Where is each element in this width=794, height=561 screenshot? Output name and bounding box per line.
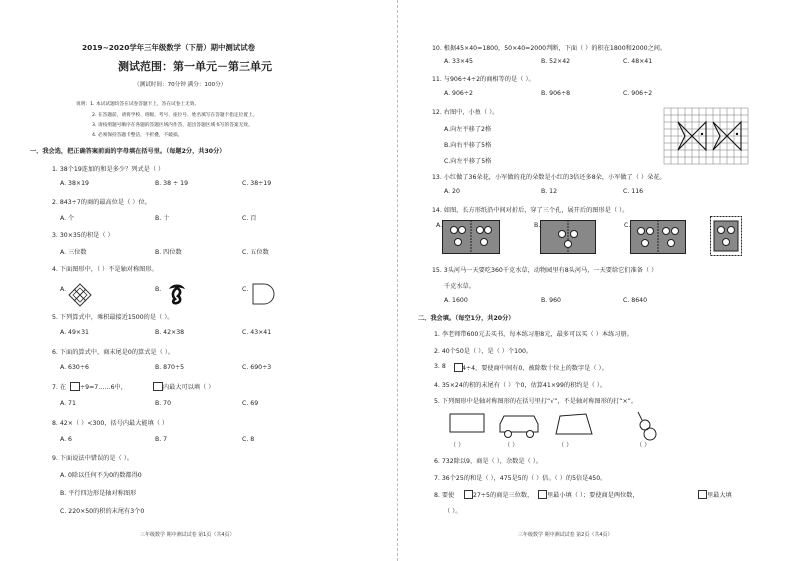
q6-text: 6. 下面的算式中，商末尾是0的算式是（ ）。: [52, 349, 175, 356]
q11-option-b[interactable]: B. 906÷8: [541, 90, 571, 97]
q4-option-b[interactable]: B.: [155, 286, 162, 293]
note-1: 说明：1. 本试试题均答在试卷答题卡上，答在试卷上无效。: [76, 102, 200, 107]
q12-option-c[interactable]: C.向左平移了5格: [444, 158, 492, 165]
q5-option-a[interactable]: A. 49×31: [60, 329, 89, 336]
fill-8-text-start: 8. 要使: [434, 492, 455, 499]
footer-page-2: 三年级数学 期中测试试卷 第2页（共4页）: [518, 532, 613, 538]
q1-option-c[interactable]: C. 38÷19: [242, 180, 272, 187]
q8-option-c[interactable]: C. 8: [242, 436, 255, 443]
q10-option-b[interactable]: B. 52×42: [541, 58, 571, 65]
car-icon: [500, 416, 538, 438]
q15-option-a[interactable]: A. 1600: [444, 297, 468, 304]
fill-8-text-last: （ ）。: [444, 508, 462, 515]
fill-1-text: 1. 李老师带600元去买书，每本练习册8元，最多可以买（ ）本练习册。: [434, 331, 633, 338]
q2-option-a[interactable]: A. 个: [60, 215, 75, 222]
paper-option-c-figure: [630, 220, 686, 254]
fill-8-blank-box-3: [698, 490, 707, 499]
fill-4-text: 4. 35×24的积的末尾有（ ）个0，估算41×99的积约是（ ）。: [434, 382, 607, 389]
q9-option-a[interactable]: A. 0除以任何不为0的数都得0: [60, 472, 142, 479]
q9-option-c[interactable]: C. 220×50的积的末尾有3个0: [60, 508, 145, 515]
paper-option-a-figure: [442, 220, 500, 254]
q13-text: 13. 小红做了36朵花，小军做的花的朵数是小红的3倍还多8朵，小军做了（ ）朵花。: [432, 174, 666, 181]
d-shape-icon: [252, 283, 276, 305]
fill-6-text: 6. 732除以9，商是（ ），余数是（ ）。: [434, 458, 542, 465]
q10-text: 10. 根据45×40=1800，50×40=2000判断，下面（ ）的积在1800和2000之间。: [432, 45, 667, 52]
exam-title: 2019~2020学年三年级数学（下册）期中测试试卷: [82, 43, 255, 52]
q3-option-a[interactable]: A. 三位数: [60, 249, 87, 256]
q1-option-b[interactable]: B. 38 ÷ 19: [155, 180, 189, 187]
q5-option-c[interactable]: C. 43×41: [242, 329, 272, 336]
q7-text-start: 7. 在: [52, 384, 67, 391]
fill-3-text-end: 4÷4，要使商中间有0，被除数十位上的数字是（ ）。: [462, 365, 608, 372]
q12-option-b[interactable]: B.向右平移了5格: [444, 142, 492, 149]
q13-option-b[interactable]: B. 12: [541, 188, 558, 195]
note-3: 3. 请按照题号顺序在各题的答题区域内作答，超出答题区域书写的答案无效。: [92, 123, 253, 128]
fill-5-blank-3[interactable]: （ ）: [558, 442, 573, 449]
q7-blank-box-2: [153, 382, 163, 391]
section-2-heading: 二、我会填。（每空1分，共20分）: [418, 315, 515, 322]
test-scope: 测试范围：第一单元－第三单元: [118, 60, 272, 73]
q11-option-c[interactable]: C. 906÷2: [623, 90, 653, 97]
q15-text-line2: 千克水草。: [444, 283, 475, 290]
q11-text: 11. 与906÷4÷2的商相等的是（ ）。: [432, 76, 535, 83]
fish-grid-figure: [664, 108, 748, 164]
q2-option-b[interactable]: B. 十: [155, 215, 170, 222]
q11-option-a[interactable]: A. 906÷2: [444, 90, 473, 97]
fill-7-text: 7. 36个25的和是（ ），475是5的（ ）倍。（ ）的5倍是450。: [434, 475, 607, 482]
q8-option-b[interactable]: B. 7: [155, 436, 168, 443]
q4-option-a[interactable]: A.: [60, 286, 67, 293]
q3-option-c[interactable]: C. 五位数: [242, 249, 269, 256]
q7-text-end: 内最大可以填（ ）: [163, 384, 215, 391]
q14-option-a[interactable]: A.: [436, 222, 443, 229]
q2-text: 2. 843÷7的商的最高位是（ ）位。: [52, 199, 151, 206]
q7-blank-box: [70, 382, 80, 391]
q15-option-b[interactable]: B. 960: [541, 297, 561, 304]
violin-icon: [638, 412, 656, 440]
q10-option-a[interactable]: A. 33×45: [444, 58, 473, 65]
telecom-logo-icon: [166, 281, 188, 305]
q14-text: 14. 如图，长方形纸沿中间对折后，穿了三个孔，展开后的图形是（ ）。: [432, 207, 629, 214]
fill-8-text-mid: 27÷5的商是三位数，: [473, 492, 534, 499]
q14-option-c[interactable]: C.: [624, 222, 631, 229]
exam-meta: （测试时间：70分钟 满分：100分）: [134, 82, 227, 88]
q2-option-c[interactable]: C. 百: [242, 215, 257, 222]
q4-option-c[interactable]: C.: [242, 286, 249, 293]
q4-text: 4. 下面图形中，（ ）不是轴对称图形。: [52, 266, 158, 273]
fill-8-text-mid2: 里最小填（ ）；要使商是两位数，: [547, 492, 639, 499]
q8-option-a[interactable]: A. 6: [60, 436, 72, 443]
fill-5-text: 5. 下列图形中是轴对称图形的在括号里打“√”，不是轴对称图形的打“×”。: [434, 398, 638, 405]
q12-option-a[interactable]: A.向左平移了2格: [444, 126, 492, 133]
q3-text: 3. 30×35的积是（ ）: [52, 232, 114, 239]
note-2: 2. 在答题前，请将学校、班级、考号、座位号、姓名填写在答题卡指定位置上。: [92, 113, 258, 118]
q9-text: 9. 下面说法中错误的是（ ）。: [52, 455, 133, 462]
folded-paper-figure: [710, 216, 742, 256]
symmetry-shapes-figure: [448, 410, 696, 442]
q6-option-b[interactable]: B. 870÷5: [155, 364, 185, 371]
q12-text: 12. 右图中，小鱼（ ）。: [432, 109, 499, 116]
q8-text: 8. 42×（ ）<300，括号内最大能填（ ）: [52, 420, 169, 427]
exam-page-2: [397, 0, 794, 561]
section-1-heading: 一、我会选，把正确答案前面的字母填在括号里。（每题2分，共30分）: [30, 148, 226, 155]
knot-shape-icon: [68, 283, 92, 307]
q7-option-b[interactable]: B. 70: [155, 400, 172, 407]
q3-option-b[interactable]: B. 四位数: [155, 249, 182, 256]
q7-text-mid: ÷9=7……6中，: [80, 384, 127, 391]
fill-8-blank-box-1: [464, 490, 473, 499]
q9-option-b[interactable]: B. 平行四边形是轴对称图形: [60, 490, 137, 497]
q6-option-c[interactable]: C. 690÷3: [242, 364, 272, 371]
q7-option-c[interactable]: C. 69: [242, 400, 259, 407]
fill-5-blank-1[interactable]: （ ）: [450, 442, 465, 449]
q10-option-c[interactable]: C. 48×41: [623, 58, 653, 65]
q14-option-b[interactable]: B.: [534, 222, 541, 229]
q6-option-a[interactable]: A. 630÷6: [60, 364, 89, 371]
fill-8-blank-box-2: [538, 490, 547, 499]
fill-2-text: 2. 40个50是（ ），是（ ）个100。: [434, 348, 533, 355]
q13-option-a[interactable]: A. 20: [444, 188, 460, 195]
q15-option-c[interactable]: C. 8640: [623, 297, 648, 304]
q13-option-c[interactable]: C. 116: [623, 188, 644, 195]
note-4: 4. 必须保持答题卡整洁，不折叠，不破损。: [92, 133, 183, 138]
fill-3-text-start: 3. 8: [434, 363, 446, 370]
q5-text: 5. 下列算式中，乘积最接近1500的是（ ）。: [52, 314, 174, 321]
q1-option-a[interactable]: A. 38×19: [60, 180, 89, 187]
fill-8-text-end: 里最大填: [707, 492, 732, 499]
paper-option-b-figure: [540, 220, 596, 254]
q15-text-line1: 15. 3头河马一天要吃360千克水草，动物园里有8头河马，一天要给它们准备（ ）: [432, 267, 658, 274]
fill-5-blank-4[interactable]: （ ）: [636, 442, 651, 449]
q7-option-a[interactable]: A. 71: [60, 400, 76, 407]
q1-text: 1. 38个19连加的和是多少？列式是（ ）: [52, 166, 165, 173]
q5-option-b[interactable]: B. 42×38: [155, 329, 185, 336]
fill-5-blank-2[interactable]: （ ）: [504, 442, 519, 449]
footer-page-1: 三年级数学 期中测试试卷 第1页（共4页）: [140, 532, 235, 538]
